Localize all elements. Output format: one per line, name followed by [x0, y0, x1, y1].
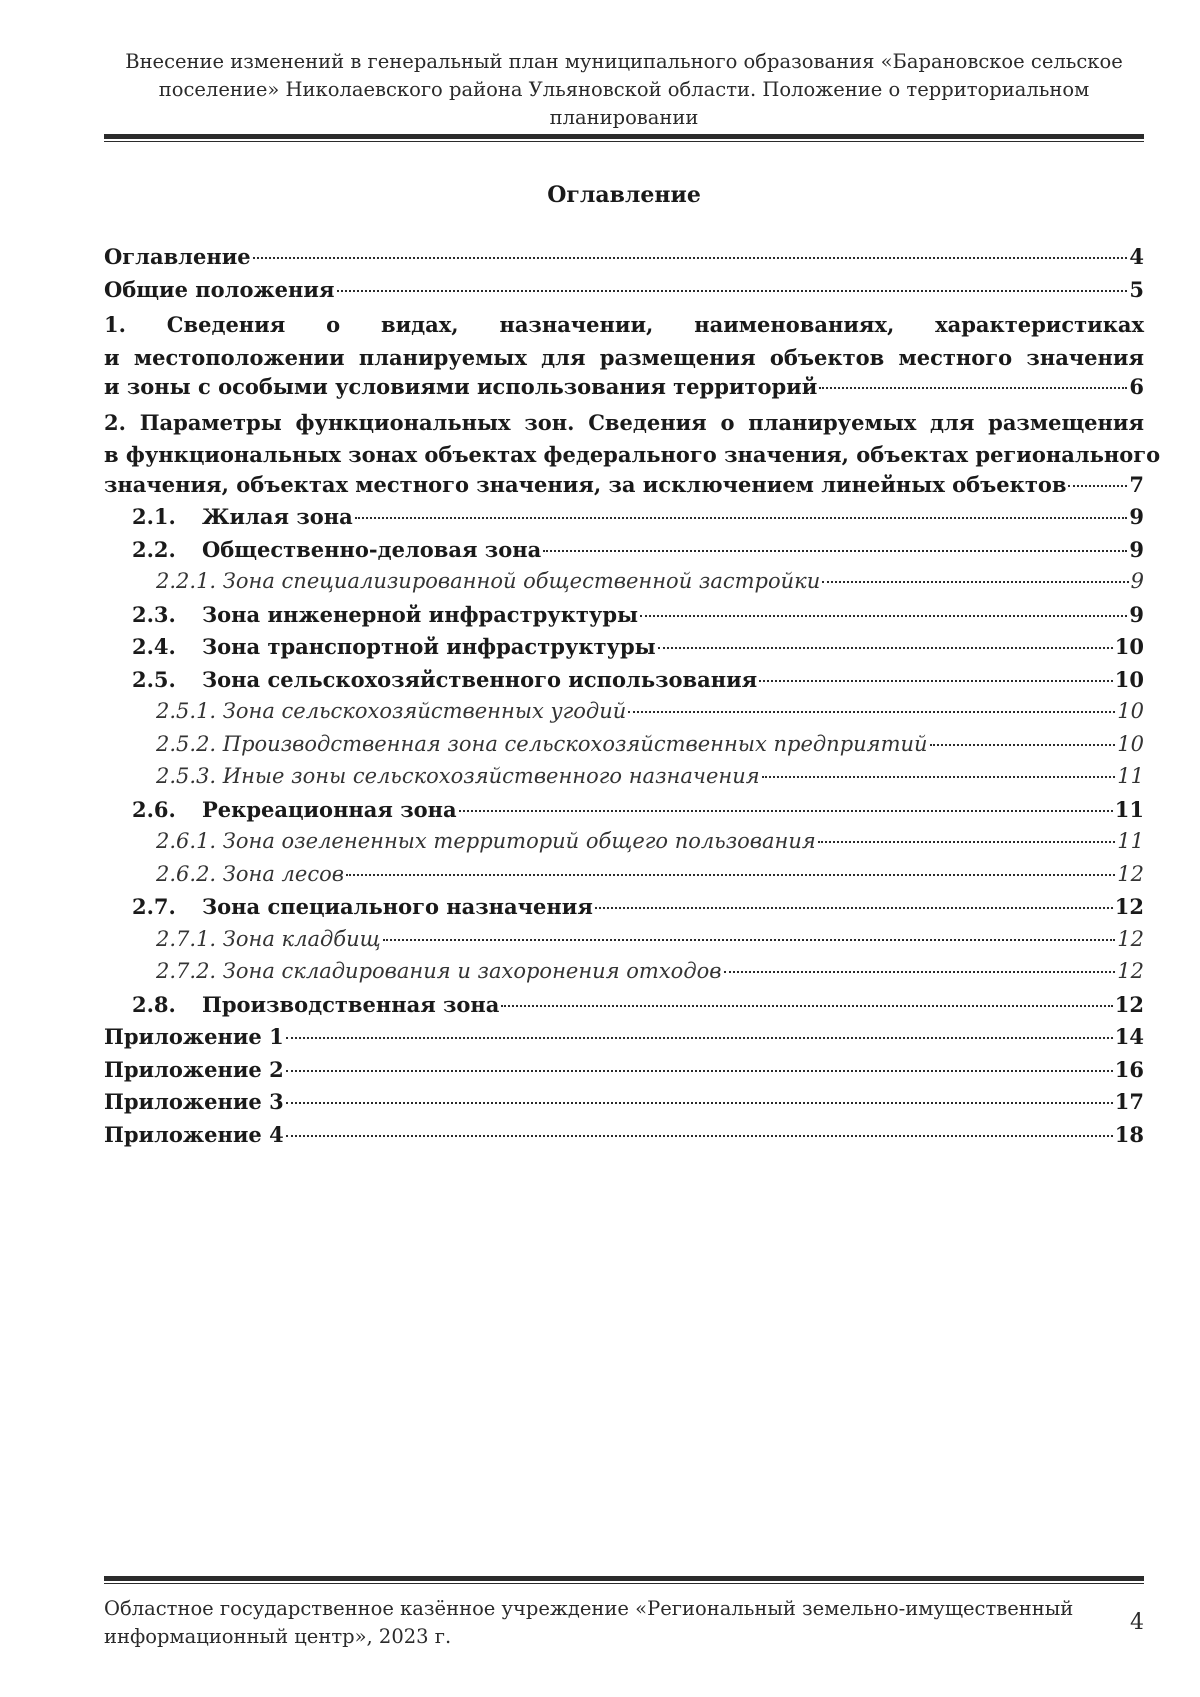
toc-entry-title: Жилая зона — [202, 504, 353, 529]
toc-entry[interactable] — [104, 894, 1144, 927]
toc-entry-line: 2. Параметры функциональных зон. Сведения о планируемых для размещения — [104, 409, 1144, 435]
toc-entry-page: 9 — [1130, 569, 1144, 593]
toc-entry-page: 17 — [1114, 1089, 1144, 1114]
toc-leader — [543, 550, 1127, 552]
toc-entry-title: Производственная зона — [202, 991, 500, 1017]
toc-entry-page: 16 — [1114, 1056, 1144, 1082]
toc-entry[interactable] — [104, 1024, 1144, 1057]
toc-entry[interactable] — [104, 797, 1144, 830]
toc-entry-page: 10 — [1117, 699, 1144, 723]
footer-rule — [104, 1576, 1144, 1584]
toc-entry[interactable] — [104, 504, 1144, 537]
toc-entry-title: Зона специального назначения — [202, 894, 593, 919]
toc-entry-title: Приложение 2 — [104, 1056, 284, 1082]
toc-entry-line: 1. Сведения о видах, назначении, наименованиях, характеристиках — [104, 312, 1144, 337]
toc-entry-page: 12 — [1117, 959, 1144, 983]
toc-entry-page: 7 — [1129, 471, 1144, 497]
toc-entry[interactable] — [104, 699, 1144, 732]
toc-leader — [822, 581, 1128, 583]
toc-leader — [930, 744, 1116, 746]
toc-entry-title: Оглавление — [104, 244, 251, 269]
toc-entry-number: 2.1. — [132, 504, 176, 529]
toc-entry-page: 12 — [1117, 926, 1144, 951]
toc-leader — [628, 711, 1115, 713]
toc-entry-title: Общественно-деловая зона — [202, 536, 542, 562]
toc-leader — [346, 874, 1115, 876]
toc-leader — [253, 257, 1128, 259]
toc-leader — [286, 1135, 1113, 1137]
page-header — [104, 48, 1144, 132]
toc-leader — [501, 1005, 1112, 1007]
toc-entry-number: 2.8. — [132, 991, 176, 1017]
toc-entry-line: и местоположении планируемых для размещения объектов местного значения — [104, 344, 1144, 370]
toc-entry-page: 6 — [1129, 374, 1144, 399]
toc-entry[interactable] — [104, 1122, 1144, 1155]
toc-leader — [819, 387, 1127, 389]
toc-entry-page: 14 — [1114, 1024, 1144, 1049]
toc-entry-page: 18 — [1114, 1121, 1144, 1147]
header-line-2: поселение» Николаевского района Ульяновской области. Положение о территориальном — [158, 78, 1090, 101]
page-footer — [104, 1595, 1144, 1651]
toc-entry-title: 2.5.2. Производственная зона сельскохозяйственных предприятий — [156, 731, 928, 756]
toc-leader — [383, 939, 1116, 941]
toc-entry[interactable] — [104, 732, 1144, 765]
toc-entry-title: Приложение 1 — [104, 1024, 284, 1049]
toc-entry-page: 4 — [1129, 244, 1144, 269]
toc-entry-title: Общие положения — [104, 276, 335, 302]
toc-entry-section-1[interactable] — [104, 309, 1144, 407]
toc-entry[interactable] — [104, 764, 1144, 797]
toc-entry-page: 9 — [1129, 536, 1144, 562]
toc-entry[interactable] — [104, 667, 1144, 700]
toc-entry-title: Приложение 3 — [104, 1089, 284, 1114]
toc-entry-title: и зоны с особыми условиями использования территорий — [104, 374, 818, 399]
toc-entry-line: в функциональных зонах объектах федерального значения, объектах регионального — [104, 442, 1161, 467]
toc-entry-title: 2.7.1. Зона кладбищ — [156, 926, 381, 951]
toc-entry-page: 9 — [1129, 601, 1144, 627]
table-of-contents — [104, 244, 1161, 1154]
toc-entry-page: 12 — [1114, 991, 1144, 1017]
toc-leader — [286, 1037, 1113, 1039]
toc-entry[interactable] — [104, 569, 1144, 602]
toc-leader — [355, 517, 1128, 519]
toc-entry-title: Рекреационная зона — [202, 796, 457, 822]
toc-entry-title: Зона инженерной инфраструктуры — [202, 601, 639, 627]
toc-title: Оглавление — [547, 182, 701, 208]
toc-leader — [286, 1070, 1113, 1072]
footer-line-2: информационный центр», 2023 г. — [104, 1625, 452, 1648]
toc-entry-page: 10 — [1114, 634, 1144, 659]
toc-entry-page: 11 — [1114, 796, 1144, 822]
toc-entry-title: 2.5.1. Зона сельскохозяйственных угодий — [156, 699, 627, 723]
toc-entry-number: 2.5. — [132, 666, 176, 692]
toc-leader — [724, 971, 1116, 973]
toc-entry-title: 2.6.2. Зона лесов — [156, 861, 344, 886]
toc-leader — [658, 647, 1113, 649]
toc-entry-number: 2.7. — [132, 894, 176, 919]
toc-leader — [759, 680, 1113, 682]
footer-line-1: Областное государственное казённое учреждение «Региональный земельно-имущественный — [104, 1597, 1074, 1620]
toc-leader — [337, 290, 1128, 292]
toc-leader — [1068, 485, 1127, 487]
toc-entry[interactable] — [104, 277, 1144, 310]
toc-entry-page: 9 — [1129, 504, 1144, 529]
toc-entry[interactable] — [104, 829, 1144, 862]
toc-entry-title: 2.7.2. Зона складирования и захоронения отходов — [156, 959, 722, 983]
toc-entry[interactable] — [104, 537, 1144, 570]
toc-entry[interactable] — [104, 602, 1144, 635]
page-number: 4 — [1130, 1610, 1144, 1635]
toc-entry-section-2[interactable] — [104, 407, 1161, 505]
toc-leader — [818, 841, 1115, 843]
toc-entry-title: 2.2.1. Зона специализированной общественной застройки — [156, 569, 821, 593]
toc-entry-number: 2.2. — [132, 536, 176, 562]
toc-entry-page: 12 — [1117, 861, 1144, 886]
toc-leader — [640, 615, 1127, 617]
toc-entry-title: Приложение 4 — [104, 1121, 284, 1147]
toc-entry[interactable] — [104, 1089, 1144, 1122]
toc-entry-number: 2.4. — [132, 634, 176, 659]
toc-entry-number: 2.3. — [132, 601, 176, 627]
toc-entry-page: 11 — [1117, 829, 1144, 853]
toc-entry-title: значения, объектах местного значения, за исключением линейных объектов — [104, 471, 1067, 497]
toc-entry-page: 5 — [1129, 276, 1144, 302]
toc-entry[interactable] — [104, 862, 1144, 895]
toc-entry[interactable] — [104, 959, 1144, 992]
toc-entry-page: 10 — [1114, 666, 1144, 692]
toc-entry-page: 12 — [1114, 894, 1144, 919]
header-line-3: планировании — [549, 106, 699, 129]
toc-entry-page: 10 — [1117, 731, 1144, 756]
toc-entry[interactable] — [104, 1057, 1144, 1090]
toc-entry-title: Зона транспортной инфраструктуры — [202, 634, 656, 659]
header-rule — [104, 134, 1144, 142]
toc-leader — [459, 810, 1113, 812]
toc-entry-page: 11 — [1117, 764, 1144, 788]
toc-entry-title: Зона сельскохозяйственного использования — [202, 666, 758, 692]
toc-entry[interactable] — [104, 992, 1144, 1025]
toc-entry-title: 2.6.1. Зона озелененных территорий общего пользования — [156, 829, 816, 853]
toc-entry[interactable] — [104, 634, 1144, 667]
toc-leader — [286, 1102, 1113, 1104]
toc-leader — [595, 907, 1113, 909]
header-line-1: Внесение изменений в генеральный план муниципального образования «Барановское сельское — [125, 50, 1123, 73]
toc-entry-title: 2.5.3. Иные зоны сельскохозяйственного назначения — [156, 764, 760, 788]
toc-leader — [762, 776, 1116, 778]
toc-entry[interactable] — [104, 244, 1144, 277]
toc-entry[interactable] — [104, 927, 1144, 960]
toc-entry-number: 2.6. — [132, 796, 176, 822]
